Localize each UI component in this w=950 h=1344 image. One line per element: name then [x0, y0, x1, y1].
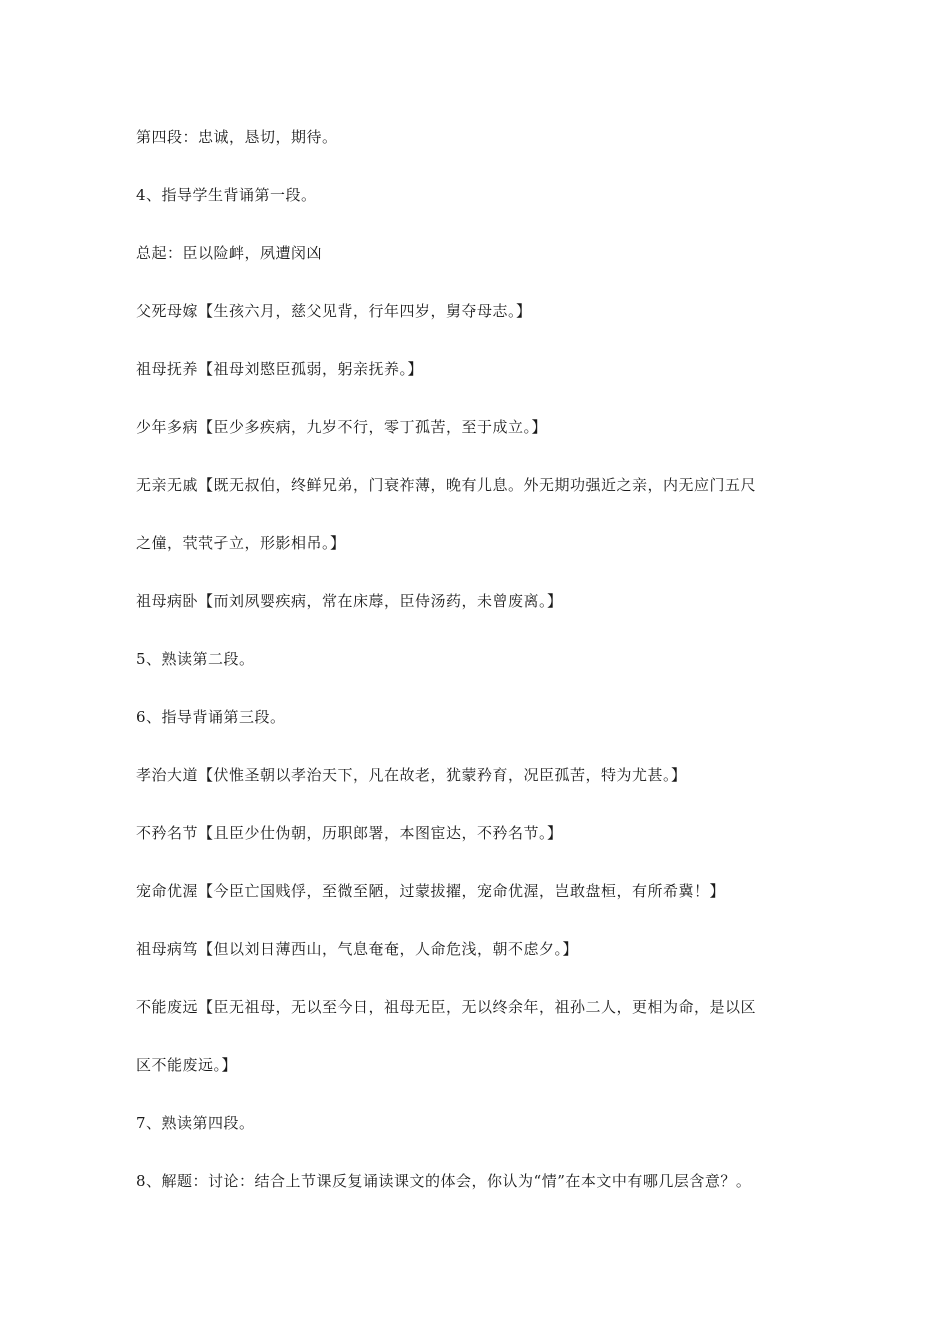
text-line-4: 父死母嫁【生孩六月，慈父见背，行年四岁，舅夺母志。】: [136, 302, 532, 320]
text-line-17: 区不能废远。】: [136, 1056, 238, 1074]
text-line-18: 7、熟读第四段。: [136, 1114, 255, 1132]
text-line-11: 6、指导背诵第三段。: [136, 708, 286, 726]
text-line-6: 少年多病【臣少多疾病，九岁不行，零丁孤苦，至于成立。】: [136, 418, 548, 436]
text-line-13: 不矜名节【且臣少仕伪朝，历职郎署，本图宦达，不矜名节。】: [136, 824, 563, 842]
text-line-16: 不能废远【臣无祖母，无以至今日，祖母无臣，无以终余年，祖孙二人，更相为命，是以区: [136, 998, 757, 1016]
text-line-3: 总起：臣以险衅，夙遭闵凶: [136, 244, 323, 262]
text-line-12: 孝治大道【伏惟圣朝以孝治天下，凡在故老，犹蒙矜育，况臣孤苦，特为尤甚。】: [136, 766, 687, 784]
text-line-14: 宠命优渥【今臣亡国贱俘，至微至陋，过蒙拔擢，宠命优渥，岂敢盘桓，有所希冀！】: [136, 882, 726, 900]
text-line-8: 之僮，茕茕孑立，形影相吊。】: [136, 534, 346, 552]
text-line-7: 无亲无戚【既无叔伯，终鲜兄弟，门衰祚薄，晚有儿息。外无期功强近之亲，内无应门五尺: [136, 476, 757, 494]
text-line-2: 4、指导学生背诵第一段。: [136, 186, 317, 204]
text-line-5: 祖母抚养【祖母刘愍臣孤弱，躬亲抚养。】: [136, 360, 424, 378]
text-line-19: 8、解题：讨论：结合上节课反复诵读课文的体会，你认为“情”在本文中有哪几层含意？。: [136, 1172, 752, 1190]
text-line-10: 5、熟读第二段。: [136, 650, 255, 668]
text-line-9: 祖母病卧【而刘夙婴疾病，常在床蓐，臣侍汤药，未曾废离。】: [136, 592, 563, 610]
text-line-1: 第四段：忠诚，恳切，期待。: [136, 128, 338, 146]
text-line-15: 祖母病笃【但以刘日薄西山，气息奄奄，人命危浅，朝不虑夕。】: [136, 940, 579, 958]
